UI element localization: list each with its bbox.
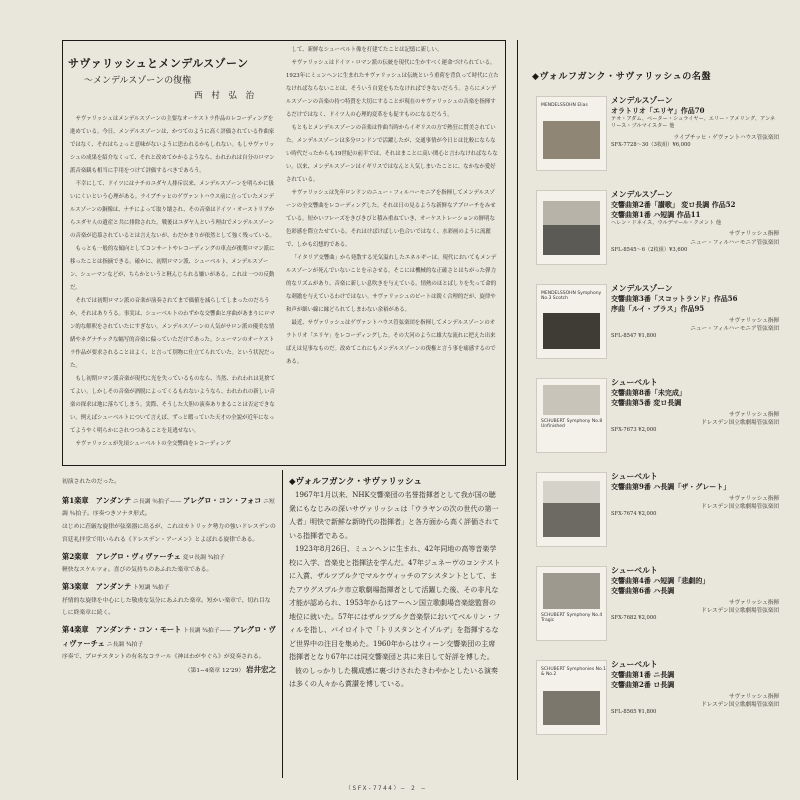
- recording-composer: メンデルスゾーン: [611, 190, 673, 199]
- album-cover: [536, 378, 607, 453]
- column-divider: [517, 40, 518, 780]
- recording-ensemble: ニュー・フィルハーモニア管弦楽団: [690, 239, 779, 246]
- essay-paragraph: それでは初期ロマン派の音楽が演奏されてまで価値を減らしてしまったのだろうか。それはありうる。事実は、シューベルトのわずかな交響曲と序曲があまりにロマン的な解釈をされていたにすぎない。メンデルスゾーンの人気がサロン派の優美な情緒やネグナチックな幅写的音楽に偏っていただけであった。シューマンのオーケストラ作品が要求されることはよく、と言って別物に仕立てられていた。という状況だった。: [70, 298, 275, 369]
- movement-credit: [62, 664, 276, 678]
- recording-work: 交響曲第4番 ハ短調「悲劇的」: [611, 576, 710, 585]
- recording-conductor: サヴァリッシュ指揮: [729, 600, 779, 606]
- recording-conductor: サヴァリッシュ指揮: [729, 318, 779, 324]
- cover-photo: [543, 503, 600, 537]
- credit-author: 岩井宏之: [246, 665, 276, 675]
- bio-text: [289, 489, 501, 771]
- recording-ensemble: ニュー・フィルハーモニア管弦楽団: [690, 326, 779, 333]
- movement-4: [62, 624, 276, 651]
- album-cover: [536, 96, 607, 171]
- movement-4-heading-2: アレグロ・ヴィヴァーチェ: [62, 625, 276, 648]
- recording-composer: メンデルスゾーン: [611, 284, 673, 293]
- movement-2-key: 変ロ長調 ¾拍子: [182, 554, 225, 561]
- movement-1-key-2: ニ短調 ％拍子。序奏つきソナタ形式。: [62, 498, 275, 518]
- movement-1-key: ニ長調 ％拍子——: [133, 498, 182, 505]
- movement-3-key: ト短調 ¾拍子: [133, 584, 170, 591]
- movement-1-heading-2: アレグロ・コン・フォコ: [183, 495, 262, 505]
- movement-4-note: 序奏で、プロテスタントの有名なコラール《神はわがやぐら》が変奏される。: [62, 654, 265, 661]
- cover-label: MENDELSSOHN Elias: [541, 103, 588, 108]
- essay-column-2: [286, 44, 499, 462]
- essay-subtitle: ～メンデルスゾーンの復権: [84, 76, 192, 86]
- recording-catalog: SFX-7674 ¥2,000: [611, 511, 657, 518]
- essay-paragraph: もっとも一般的な傾向としてコンサートやレコーディングの車点が後期ロマン派に移ったことは指摘できる。確かに、初期ロマン派、シューベルト、メンデルスゾーン、シューマンなどが、ちらかというと軽んじられる嫌いがある。これは一つの反動だ。: [70, 246, 275, 291]
- recording-item: [536, 472, 779, 560]
- cover-label: SCHUBERT Symphony No.4 Tragic: [541, 613, 603, 623]
- bio-paragraph: 1967年1月以来、NHK交響楽団の名誉指揮者として我が国の聴衆にもなじみの深いサヴァリッシュは「ウラヤンの次の世代の第一人者」明快で新鮮な新時代の指揮者」と各方面から高く評価されている指揮者である。: [289, 491, 499, 540]
- movement-intro: 初演されたのだった。: [62, 479, 120, 485]
- movement-2-heading: 第2楽章 アレグロ・ヴィヴァーチェ: [62, 551, 181, 561]
- recording-item: [536, 284, 779, 372]
- essay-top-rule: [62, 40, 506, 41]
- recording-work: 交響曲第9番 ハ長調「ザ・グレート」: [611, 482, 731, 491]
- movement-section: [62, 476, 276, 776]
- essay-paragraph: 不幸にして、ドイツにはナチのユダヤ人排斥以来、メンデルスゾーンを明らかに扱いにくいという心理がある。ライプチッヒのゲヴァントハウス前に立っていたメンデルスゾーンの銅像は、ナチによって取り壊され、その音楽はドイツ・オーストリアからユダヤ人の遺産と共に排除された。戦後はユダヤ人という理由でメンデルスゾーンの音楽が追慕されているとは言えないが、わだかまりが依然として強く残っている。: [70, 181, 275, 239]
- recording-composer: シューベルト: [611, 566, 658, 575]
- recording-conductor: サヴァリッシュ指揮: [729, 231, 779, 238]
- lower-divider: [282, 470, 283, 778]
- bio-title: ◆ヴォルフガンク・サヴァリッシュ: [289, 477, 422, 487]
- bio-paragraph: 1923年8月26日、ミュンヘンに生まれ、42年同地の高等音楽学校に入学、音楽史と指揮法を学んだ。47年ジュネーヴのコンテストに入賞、ザルツブルクでマルケヴィッチのアシスタントとして、またアウグスブルク市立歌劇場指揮者として活躍した後、その非凡な才能が認められ、1953年からはアーヘン国立歌劇場音楽総監督の地位に就いた。57年にはザルツブルク音楽祭においてベルリン・フィルを指し、バイロイトで「トリスタンとイゾルデ」を指揮するなど世界中の注目を集めた。1960年からはウィーン交響楽団の主席指揮者となり67年には同交響楽団と共に来日して好評を博した。: [289, 545, 501, 661]
- recording-work: 交響曲第1番 ニ長調: [611, 670, 675, 679]
- cover-label: SCHUBERT Symphony No.8 Unfinished: [541, 419, 603, 429]
- recording-ensemble: ドレスデン国立歌劇場管弦楽団: [701, 504, 779, 511]
- cover-photo: [543, 385, 600, 415]
- cover-photo: [543, 481, 600, 503]
- recording-work-2: 交響曲第2番 ロ長調: [611, 680, 675, 689]
- recording-ensemble: ドレスデン国立歌劇場管弦楽団: [701, 420, 779, 427]
- movement-1-note: はじめに荘厳な旋律が弦楽器に出るが、これはカトリック勢力の強いドレスデンの宮廷礼拝堂で用いられる《ドレスデン・アーメン》とよばれる旋律である。: [62, 524, 276, 543]
- recordings-title: ◆ヴォルフガンク・サヴァリッシュの名盤: [532, 72, 712, 82]
- essay-paragraph: サヴァリッシュは先年ロンドンのニュー・フィルハーモニアを指揮してメンデルスゾーンの全交響曲をレコーディングした。それは日の見るような新鮮なアプローチをみせている。短かいフレーズをきびきびと積み重ねていき、オーケストレーションの鮮明な色彩感を際立たせている。それはけばけばしい色合いではなく、水彩画のように流麗で、しかも幻想的である。: [286, 190, 496, 248]
- recording-item: [536, 96, 779, 184]
- page-footer: （SFX-7744）— 2 —: [345, 785, 427, 792]
- recording-info: [611, 660, 779, 717]
- cover-photo: [543, 201, 600, 225]
- recording-work-2: 交響曲第6番 ハ長調: [611, 586, 675, 595]
- essay-title: サヴァリッシュとメンデルスゾーン: [68, 57, 249, 70]
- bio-paragraph: 彼のしっかりした構成感に裏づけされたきわやかとしたいる演奏は多くの人々から賞讃を博している。: [289, 666, 498, 688]
- recording-soloists: テオ・アダム、ペーター・シュライヤー、エリー・アメリング、アンネリース・ブルマイスター 他: [611, 116, 776, 130]
- album-cover: [536, 190, 607, 265]
- recording-composer: シューベルト: [611, 660, 658, 669]
- recording-work: 交響曲第2番「讃歌」 変ロ長調 作品52: [611, 200, 736, 209]
- essay-bottom-rule: [62, 465, 506, 466]
- recording-conductor: サヴァリッシュ指揮: [729, 496, 779, 502]
- recording-catalog: SFX-7682 ¥2,000: [611, 615, 657, 622]
- recording-info: [611, 284, 779, 341]
- movement-4-key: ト長調 ¾拍子——: [183, 628, 232, 635]
- cover-photo: [543, 573, 600, 609]
- cover-label: SCHUBERT Symphonies No.1 & No.2: [541, 667, 606, 677]
- recording-catalog: SFL-8565 ¥1,800: [611, 709, 657, 716]
- recording-ensemble: ドレスデン国立歌劇場管弦楽団: [701, 608, 779, 615]
- essay-paragraph: して、新鮮なシューベルト像を打建てたことは記憶に新しい。: [291, 47, 443, 53]
- essay-paragraph: もともとメンデルスゾーンの音楽は作曲当時からイギリスの方で熱狂に賛美されていた。メンデルスゾーンは多分ロンドンで活躍したが、交通事情が今日とは比較にならない時代だったからも19世紀の前半では、それはまことに高い関心と言わなければならない。以来、メンデルスゾーンはイギリスではなんと人気しまいたことに、なかなか愛好されている。: [286, 125, 498, 183]
- recording-info: [611, 96, 779, 149]
- essay-paragraph: 最近、サヴァリッシュはゲヴァントハウス管弦楽団を指揮してメンデルスゾーンのオラトリオ「エリヤ」をレコーディングした。その大河のように雄大な流れに把えた出来ばえは見事なものだ。改めてこれにもメンデルスゾーンの復権と言う事を痛感するのである。: [286, 320, 496, 365]
- album-cover: [536, 660, 607, 735]
- essay-column-1: [70, 113, 276, 461]
- duration-note: （第1−4楽章 12'29）: [184, 668, 245, 675]
- movement-4-heading: 第4楽章 アンダンテ・コン・モート: [62, 625, 182, 635]
- cover-photo: [543, 313, 600, 349]
- album-cover: [536, 566, 607, 641]
- movement-2-note: 軽快なスケルツォ。喜びの気持ちのあふれた楽章である。: [62, 567, 213, 574]
- recording-soloists: ヘレン・ドネイス、ウルデマール・クメント 他: [611, 220, 722, 226]
- recording-catalog: SFL-8547 ¥1,800: [611, 333, 657, 340]
- essay-paragraph: サヴァリッシュはドイツ・ロマン派の伝統を現代に生かすべく運命づけられている。1923年にミュンヘンに生まれたサヴァリッシュは伝統という重荷を背負って時代に立たなければならないことは、そういう自覚をもたなければできないだろう。さらにメンデルスゾーンの音楽の持つ特質を大切にすることが現在のサヴァリッシュの音楽を指揮するだけではなく、ドイツ人の心理的変革をも促すものになるだろう。: [286, 60, 499, 118]
- recording-composer: メンデルスゾーン: [611, 96, 673, 105]
- recording-info: [611, 472, 779, 519]
- recording-conductor: サヴァリッシュ指揮: [729, 694, 779, 700]
- movement-3-heading: 第3楽章 アンダンテ: [62, 581, 132, 591]
- movement-1: [62, 495, 276, 521]
- recording-work: 交響曲第8番「未完成」: [611, 388, 686, 397]
- essay-left-rule: [62, 40, 63, 466]
- essay-right-rule: [505, 40, 506, 466]
- recording-work-2: 序曲「ルイ・ブラス」作品95: [611, 304, 705, 313]
- recording-work-2: 交響曲第1番 ハ短調 作品11: [611, 210, 701, 219]
- recording-item: [536, 378, 779, 466]
- movement-4-key-2: ニ長調 ¾拍子: [106, 641, 144, 648]
- recording-catalog: SFL-8545〜6（2枚組）¥3,600: [611, 246, 688, 253]
- cover-photo: [543, 121, 600, 159]
- recording-item: [536, 190, 779, 278]
- album-cover: [536, 472, 607, 547]
- essay-paragraph: サヴァリッシュが先頃シューベルトの全交響曲をレコーディング: [75, 441, 231, 447]
- recording-item: [536, 660, 779, 748]
- recording-catalog: SFX-7673 ¥2,000: [611, 427, 657, 434]
- essay-paragraph: 「イタリア交響曲」から発散する光気溢れしたエネルギーは、現代においてもメンデルスゾーンが死んでいないことを示させる。そこには機械的な正確さとはちがった弾力的なリズムがあり、音楽に新しい息吹きを与えている。情熱のほとばしりを失って命的な刺激を与えているわけではない。サヴァリッシュのビートは鋭く合理的だが、旋律や和声が細い線に縁どられてしまわない余裕がある。: [286, 255, 497, 313]
- movement-3: [62, 581, 276, 595]
- recording-work: 交響曲第3番「スコットランド」作品56: [611, 294, 738, 303]
- recording-catalog: SFX-7728〜30（3枚組）¥6,000: [611, 142, 691, 149]
- essay-paragraph: サヴァリッシュはメンデルスゾーンの主要なオーケストラ作品のレコーディングを進めている。今日、メンデルスゾーンは、かつてのように高く評価されている作曲家ではなく、それはちょっと意味がないように思われるかもしれない。もしサヴァリッシュの成果を紹介なくって、それと改めてかかるようなら、われわれは自分のロマン派音楽観も相当に手用をつけて評価するべきであろう。: [70, 116, 275, 174]
- recording-item: [536, 566, 779, 654]
- movement-3-note: 抒情的な旋律を中心にした敬虔な気分にあふれた楽章。短かい楽章で、切れ目なしに終楽章に続く。: [62, 597, 271, 617]
- album-cover: [536, 284, 607, 359]
- recording-work: オラトリオ「エリヤ」作品70: [611, 106, 705, 115]
- cover-photo: [543, 691, 600, 725]
- recording-composer: シューベルト: [611, 472, 658, 481]
- recording-composer: シューベルト: [611, 378, 658, 387]
- essay-paragraph: もし初期ロマン派音楽が現代に光を失っているものなら、当然、われわれは見捨ててよい。しかしその音楽が酒脱によってくるもれないようなら、われわれの新しい音楽の探求は地に落ちてしまう。実際、そうした大胆の演奏ありまることは否定できない。例えばシューベルトについて言えば、ずっと暇っていた天才の全貌が近年になってようやく明らかにされつつあることを見逃せない。: [70, 376, 275, 434]
- cover-photo: [543, 225, 600, 255]
- recording-work-2: 交響曲第5番 変ロ長調: [611, 398, 682, 407]
- recording-info: [611, 566, 779, 623]
- recording-info: [611, 378, 779, 435]
- recording-info: [611, 190, 779, 254]
- movement-1-heading: 第1楽章 アンダンテ: [62, 495, 132, 505]
- recording-ensemble: ドレスデン国立歌劇場管弦楽団: [701, 702, 779, 709]
- cover-label: MENDELSSOHN Symphony No.3 Scotch: [541, 291, 602, 301]
- movement-2: [62, 551, 276, 565]
- recording-conductor: サヴァリッシュ指揮: [729, 412, 779, 418]
- essay-author: 西 村 弘 治: [194, 91, 258, 101]
- recording-ensemble: ライプチッヒ・ゲヴァントハウス管弦楽団: [673, 134, 779, 141]
